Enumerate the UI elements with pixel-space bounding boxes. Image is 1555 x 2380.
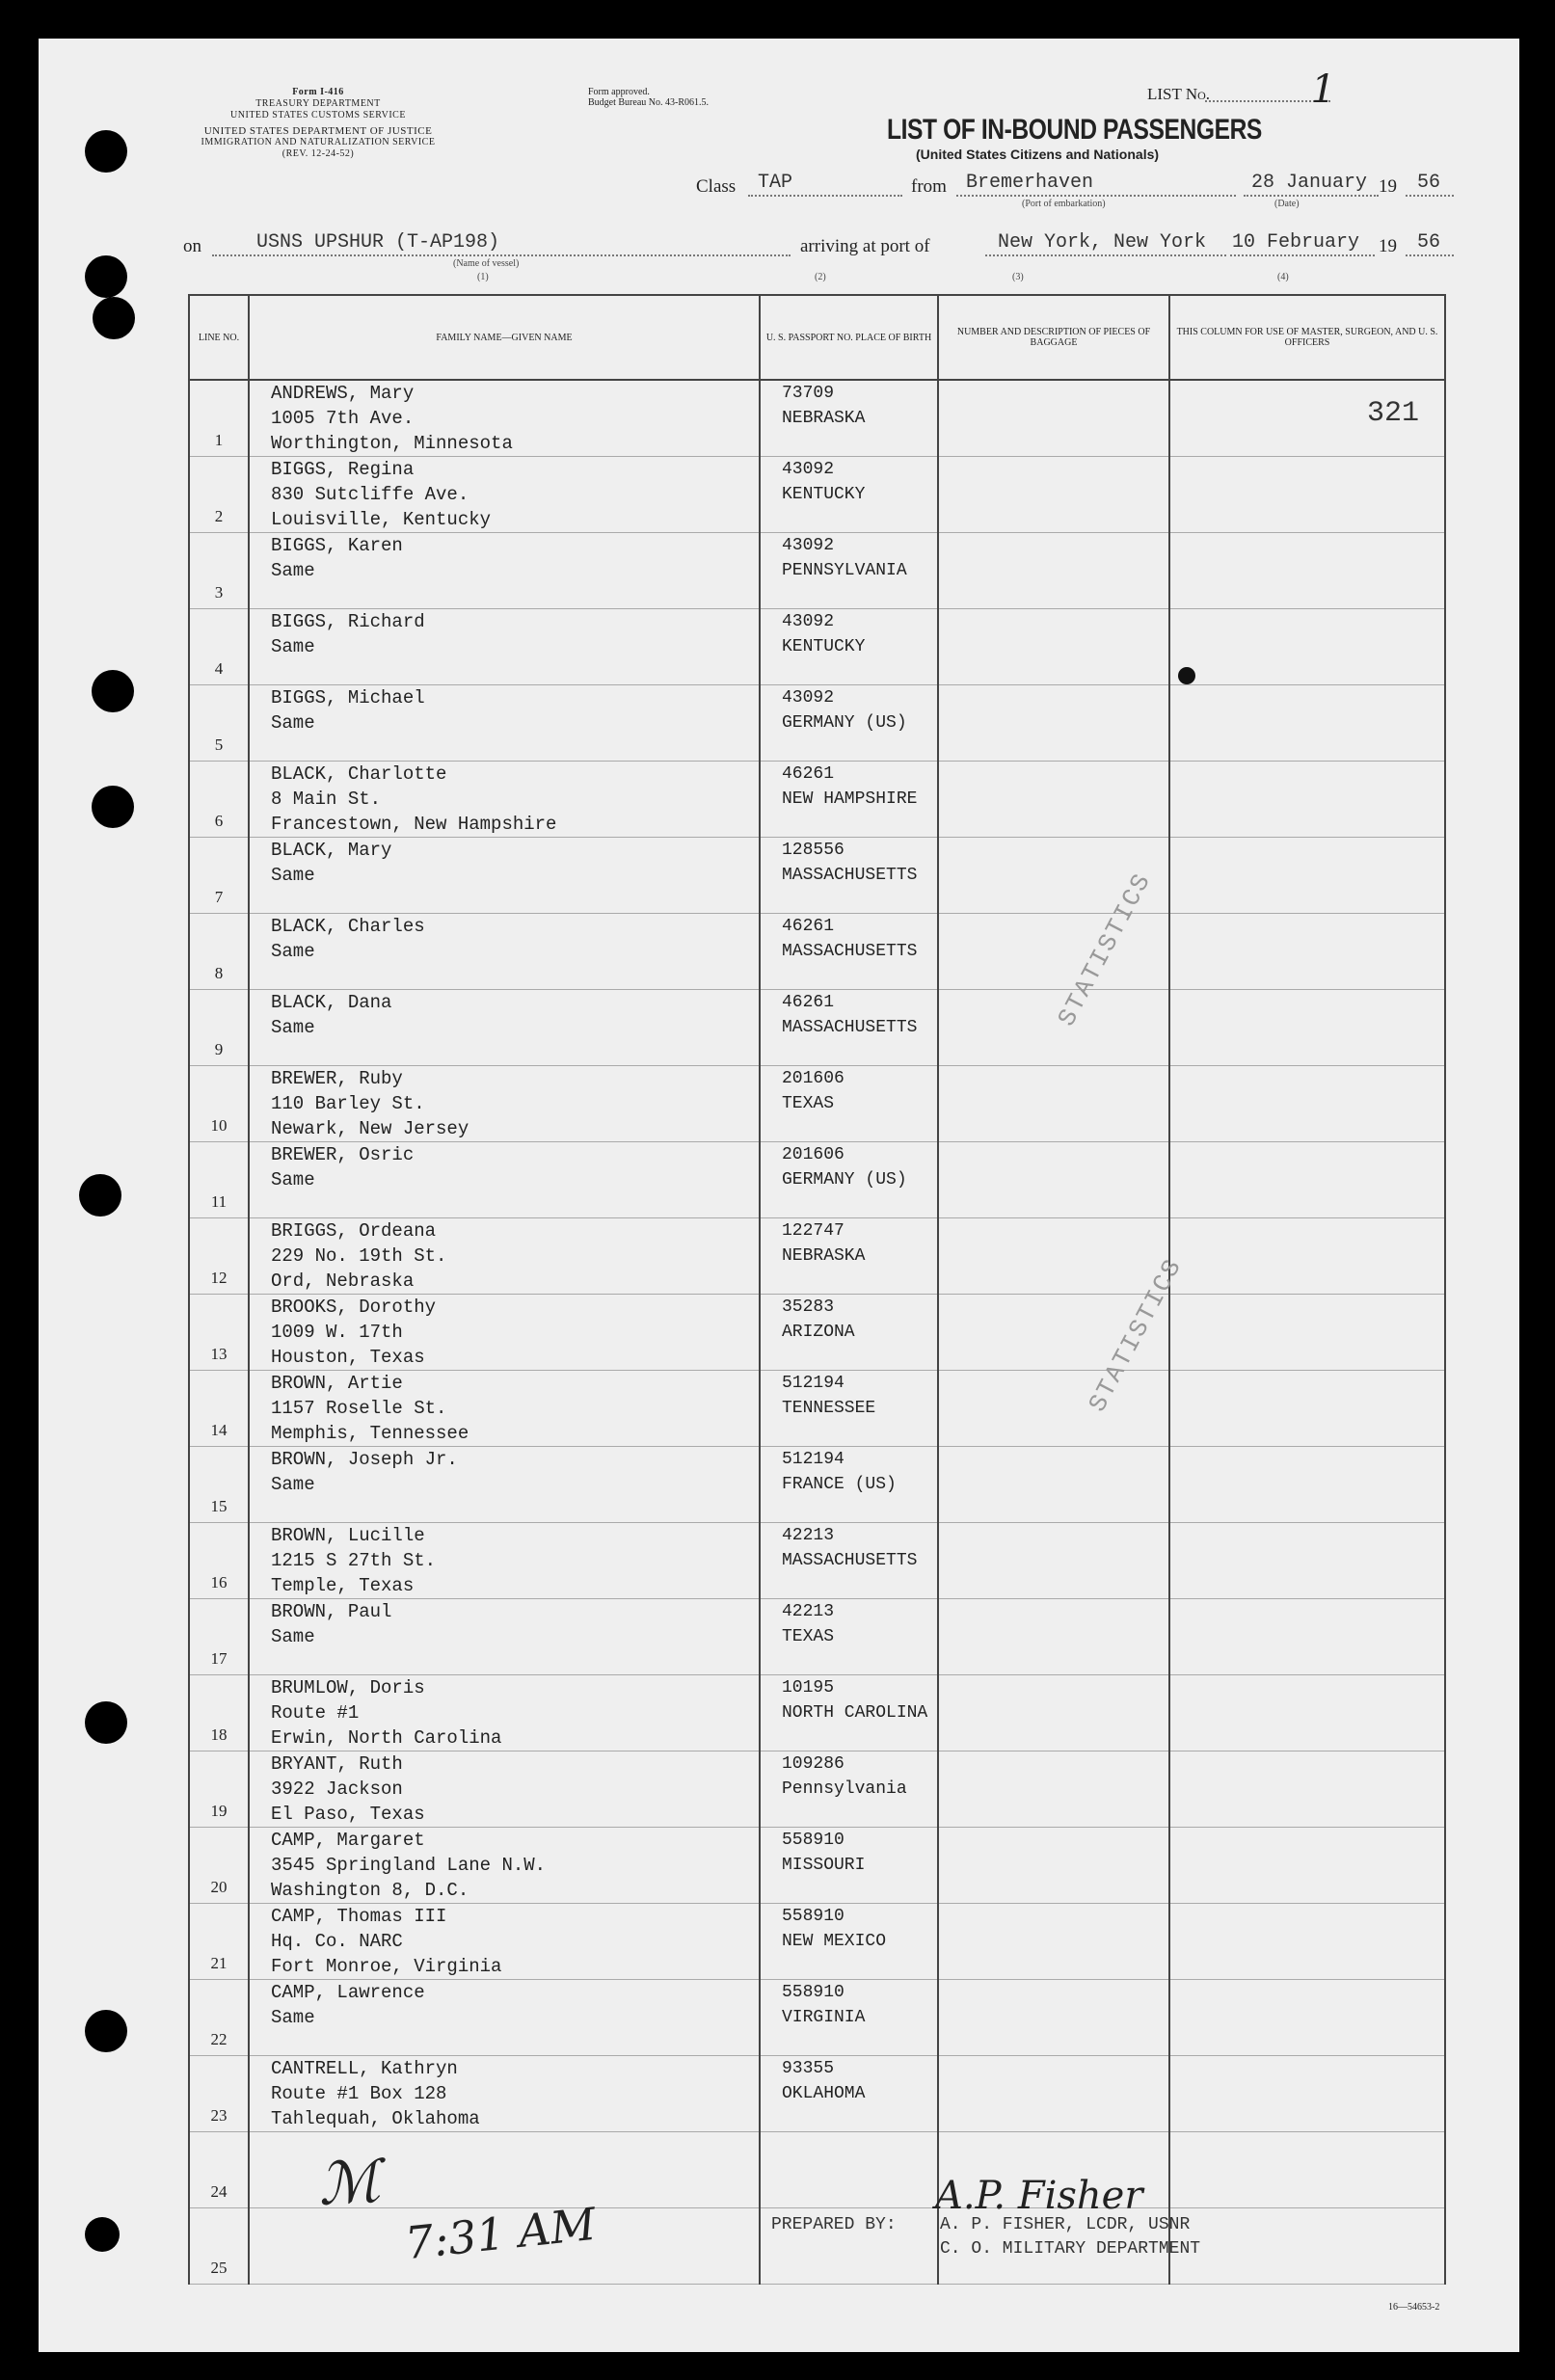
passport-cell (760, 1142, 938, 1218)
passport-cell (760, 1904, 938, 1980)
on-label: on (183, 236, 201, 256)
punch-hole-icon (79, 1174, 121, 1217)
officer-use-cell (1169, 1523, 1445, 1599)
name-cell: BIGGS, Regina 830 Sutcliffe Ave. Louisville, Kentucky (249, 457, 760, 533)
punch-hole-icon (85, 130, 127, 173)
passport-number: 93355 (782, 2059, 835, 2078)
table-row (189, 1675, 1445, 1752)
col-header-officers: THIS COLUMN FOR USE OF MASTER, SURGEON, AND U. S. OFFICERS (1169, 295, 1445, 380)
officer-use-cell (1169, 1295, 1445, 1371)
signature: A.P. Fisher (935, 2174, 1143, 2218)
baggage-cell (938, 1218, 1169, 1295)
line-number: 14 (210, 1421, 228, 1439)
passenger-table (188, 294, 1446, 2285)
passport-number: 46261 (782, 764, 835, 784)
officer-use-cell (1169, 1371, 1445, 1447)
line-number: 21 (210, 1954, 228, 1972)
line-number-cell (189, 2132, 249, 2208)
table-row (189, 914, 1445, 990)
name-cell: BROWN, Paul Same (249, 1599, 760, 1675)
passport-cell (760, 1447, 938, 1523)
ins-service: IMMIGRATION AND NATURALIZATION SERVICE (201, 137, 436, 147)
table-row (189, 1752, 1445, 1828)
passport-cell (760, 990, 938, 1066)
punch-hole-icon (85, 1701, 127, 1744)
officer-note: 321 (1367, 397, 1420, 430)
arrival-date-field (1230, 254, 1375, 256)
line-number-cell (189, 1447, 249, 1523)
passport-number: 122747 (782, 1221, 845, 1241)
name-cell: BIGGS, Richard Same (249, 609, 760, 685)
line-number: 9 (214, 1040, 224, 1058)
name-cell: BRUMLOW, Doris Route #1 Erwin, North Carolina (249, 1675, 760, 1752)
officer-use-cell (1169, 914, 1445, 990)
name-cell: BIGGS, Michael Same (249, 685, 760, 762)
handwritten-scribble: ℳ⁠ (315, 2147, 383, 2220)
col-caption-1: (1) (477, 272, 489, 282)
name-cell: BLACK, Mary Same (249, 838, 760, 914)
baggage-cell (938, 914, 1169, 990)
table-row (189, 1218, 1445, 1295)
place-of-birth: NORTH CAROLINA (782, 1703, 928, 1723)
table-row (189, 533, 1445, 609)
line-number: 8 (214, 964, 224, 982)
year-value: 56 (1417, 172, 1441, 194)
form-number: Form I-416 (292, 87, 344, 97)
baggage-cell (938, 533, 1169, 609)
arrival-port-field (985, 254, 1226, 256)
line-number: 10 (210, 1116, 228, 1135)
passport-cell (760, 1218, 938, 1295)
officer-use-cell (1169, 1142, 1445, 1218)
baggage-cell (938, 762, 1169, 838)
line-number: 11 (210, 1192, 228, 1211)
punch-hole-icon (92, 786, 134, 828)
table-row (189, 1828, 1445, 1904)
line-number: 22 (210, 2030, 228, 2048)
from-field (956, 195, 1236, 197)
line-number: 19 (210, 1802, 228, 1820)
passport-cell (760, 1599, 938, 1675)
ink-dot-icon (1178, 667, 1195, 684)
table-row (189, 1523, 1445, 1599)
officer-use-cell (1169, 609, 1445, 685)
passport-number: 43092 (782, 688, 835, 708)
officer-use-cell (1169, 1904, 1445, 1980)
name-cell: BROWN, Lucille 1215 S 27th St. Temple, Texas (249, 1523, 760, 1599)
officer-use-cell (1169, 838, 1445, 914)
passport-number: 43092 (782, 460, 835, 479)
place-of-birth: VIRGINIA (782, 2008, 866, 2027)
passport-cell (760, 1523, 938, 1599)
baggage-cell (938, 609, 1169, 685)
table-row (189, 1371, 1445, 1447)
name-cell: BROOKS, Dorothy 1009 W. 17th Houston, Texas (249, 1295, 760, 1371)
officer-use-cell (1169, 1752, 1445, 1828)
baggage-cell (938, 380, 1169, 457)
name-cell: BRYANT, Ruth 3922 Jackson El Paso, Texas (249, 1752, 760, 1828)
line-number-cell (189, 609, 249, 685)
place-of-birth: OKLAHOMA (782, 2084, 866, 2103)
page-subtitle: (United States Citizens and Nationals) (916, 147, 1160, 162)
line-number: 17 (210, 1649, 228, 1668)
name-cell: BLACK, Charlotte 8 Main St. Francestown, New Hampshire (249, 762, 760, 838)
place-of-birth: MASSACHUSETTS (782, 1551, 918, 1570)
passport-number: 43092 (782, 612, 835, 631)
name-cell: BLACK, Dana Same (249, 990, 760, 1066)
line-number: 7 (214, 888, 224, 906)
passport-cell (760, 914, 938, 990)
place-of-birth: TENNESSEE (782, 1399, 876, 1418)
passport-number: 558910 (782, 1983, 845, 2002)
passport-cell (760, 685, 938, 762)
customs-service: UNITED STATES CUSTOMS SERVICE (230, 110, 406, 120)
punch-hole-icon (92, 670, 134, 712)
place-of-birth: KENTUCKY (782, 485, 866, 504)
baggage-cell (938, 1447, 1169, 1523)
table-row (189, 380, 1445, 457)
officer-use-cell (1169, 990, 1445, 1066)
class-field (748, 195, 902, 197)
table-row (189, 2056, 1445, 2132)
col-caption-2: (2) (815, 272, 826, 282)
line-number: 2 (214, 507, 224, 525)
line-number-cell (189, 380, 249, 457)
passport-cell (760, 1295, 938, 1371)
place-of-birth: MASSACHUSETTS (782, 866, 918, 885)
arrival-port-value: New York, New York (998, 231, 1207, 254)
passport-cell (760, 533, 938, 609)
revision: (REV. 12-24-52) (282, 148, 355, 159)
baggage-cell (938, 1980, 1169, 2056)
line-number: 4 (214, 659, 224, 678)
officer-use-cell (1169, 1599, 1445, 1675)
class-label: Class (696, 176, 737, 197)
baggage-cell (938, 1371, 1169, 1447)
officer-use-cell (1169, 762, 1445, 838)
prepared-by-label: PREPARED BY: (771, 2215, 897, 2234)
place-of-birth: NEBRASKA (782, 409, 866, 428)
officer-use-cell (1169, 1675, 1445, 1752)
col-header-name: FAMILY NAME—GIVEN NAME (249, 295, 760, 380)
line-number-cell (189, 838, 249, 914)
passport-number: 10195 (782, 1678, 835, 1698)
name-cell: BRIGGS, Ordeana 229 No. 19th St. Ord, Nebraska (249, 1218, 760, 1295)
prepared-by-name: A. P. FISHER, LCDR, USNR (940, 2215, 1191, 2234)
punch-hole-icon (85, 2217, 120, 2252)
passport-cell (760, 609, 938, 685)
officer-use-cell (1169, 1066, 1445, 1142)
arrival-year-prefix: 19 (1379, 236, 1397, 256)
line-number-cell (189, 685, 249, 762)
passport-number: 42213 (782, 1602, 835, 1621)
line-number: 25 (210, 2259, 228, 2277)
line-number-cell (189, 1066, 249, 1142)
line-number-cell (189, 1752, 249, 1828)
table-row (189, 1295, 1445, 1371)
list-no-value: 1 (1311, 67, 1336, 112)
name-cell: CAMP, Lawrence Same (249, 1980, 760, 2056)
line-number: 6 (214, 812, 224, 830)
officer-use-cell (1169, 457, 1445, 533)
arrival-year-value: 56 (1417, 231, 1441, 254)
table-row (189, 1066, 1445, 1142)
prepared-by-dept: C. O. MILITARY DEPARTMENT (940, 2239, 1201, 2259)
passport-cell (760, 1828, 938, 1904)
table-row (189, 457, 1445, 533)
passport-number: 512194 (782, 1374, 845, 1393)
passport-cell (760, 1066, 938, 1142)
baggage-cell (938, 1599, 1169, 1675)
line-number-cell (189, 1218, 249, 1295)
col-header-line: LINE NO. (189, 295, 249, 380)
year-prefix: 19 (1379, 176, 1397, 197)
line-number: 3 (214, 583, 224, 602)
line-number-cell (189, 914, 249, 990)
justice-dept: UNITED STATES DEPARTMENT OF JUSTICE (203, 125, 433, 137)
name-cell: ANDREWS, Mary 1005 7th Ave. Worthington, Minnesota (249, 380, 760, 457)
table-row (189, 1142, 1445, 1218)
name-cell: BREWER, Ruby 110 Barley St. Newark, New Jersey (249, 1066, 760, 1142)
passport-number: 128556 (782, 841, 845, 860)
passport-cell (760, 1752, 938, 1828)
agency-block (154, 87, 482, 160)
place-of-birth: NEW HAMPSHIRE (782, 789, 918, 809)
passport-number: 558910 (782, 1831, 845, 1850)
line-number: 16 (210, 1573, 228, 1591)
baggage-cell (938, 1675, 1169, 1752)
baggage-cell (938, 1752, 1169, 1828)
line-number-cell (189, 533, 249, 609)
baggage-cell (938, 990, 1169, 1066)
place-of-birth: FRANCE (US) (782, 1475, 897, 1494)
line-number-cell (189, 2208, 249, 2285)
name-cell: CAMP, Margaret 3545 Springland Lane N.W. Washington 8, D.C. (249, 1828, 760, 1904)
line-number: 18 (210, 1725, 228, 1744)
treasury-dept: TREASURY DEPARTMENT (255, 98, 381, 109)
approval-line-1: Form approved. (588, 87, 650, 97)
line-number-cell (189, 1142, 249, 1218)
vessel-caption: (Name of vessel) (453, 258, 520, 269)
baggage-cell (938, 1142, 1169, 1218)
from-label: from (911, 176, 947, 197)
table-row (189, 1980, 1445, 2056)
passport-cell (760, 1980, 938, 2056)
line-number-cell (189, 762, 249, 838)
vessel-value: USNS UPSHUR (T-AP198) (256, 231, 500, 254)
page-title: LIST OF IN-BOUND PASSENGERS (887, 114, 1262, 146)
statistics-stamp: STATISTICS (1083, 1253, 1189, 1417)
line-number: 23 (210, 2106, 228, 2125)
passport-cell (760, 380, 938, 457)
passport-cell (760, 2132, 938, 2208)
officer-use-cell (1169, 1980, 1445, 2056)
place-of-birth: NEBRASKA (782, 1246, 866, 1266)
approval-note (588, 87, 709, 108)
line-number-cell (189, 990, 249, 1066)
baggage-cell (938, 1904, 1169, 1980)
date-caption: (Date) (1274, 199, 1300, 209)
statistics-stamp: STATISTICS (1052, 868, 1158, 1031)
line-number: 15 (210, 1497, 228, 1515)
baggage-cell (938, 457, 1169, 533)
officer-use-cell (1169, 2132, 1445, 2208)
table-row (189, 1904, 1445, 1980)
officer-use-cell (1169, 1218, 1445, 1295)
place-of-birth: PENNSYLVANIA (782, 561, 907, 580)
from-value: Bremerhaven (966, 172, 1094, 194)
line-number-cell (189, 2056, 249, 2132)
place-of-birth: MASSACHUSETTS (782, 1018, 918, 1037)
date-field (1244, 195, 1379, 197)
line-number: 1 (214, 431, 224, 449)
line-number: 5 (214, 735, 224, 754)
line-number-cell (189, 1675, 249, 1752)
footer-code: 16—54653-2 (1388, 2302, 1440, 2313)
passport-number: 46261 (782, 993, 835, 1012)
passport-number: 512194 (782, 1450, 845, 1469)
list-no-label: LIST No. (1147, 85, 1211, 103)
line-number-cell (189, 1371, 249, 1447)
place-of-birth: MISSOURI (782, 1856, 866, 1875)
col-caption-3: (3) (1012, 272, 1024, 282)
passport-number: 46261 (782, 917, 835, 936)
table-row (189, 838, 1445, 914)
place-of-birth: ARIZONA (782, 1323, 855, 1342)
passport-number: 73709 (782, 384, 835, 403)
name-cell: BIGGS, Karen Same (249, 533, 760, 609)
vessel-field (212, 254, 791, 256)
passport-cell (760, 1675, 938, 1752)
manifest-sheet (39, 39, 1519, 2352)
col-header-baggage: NUMBER AND DESCRIPTION OF PIECES OF BAGGAGE (938, 295, 1169, 380)
officer-use-cell (1169, 1828, 1445, 1904)
arrival-year-field (1406, 254, 1454, 256)
line-number: 24 (210, 2182, 228, 2201)
officer-use-cell (1169, 2056, 1445, 2132)
passport-cell (760, 457, 938, 533)
place-of-birth: GERMANY (US) (782, 713, 907, 733)
line-number-cell (189, 1523, 249, 1599)
arriving-label: arriving at port of (800, 236, 930, 256)
line-number-cell (189, 1295, 249, 1371)
passport-number: 109286 (782, 1754, 845, 1774)
table-row (189, 762, 1445, 838)
place-of-birth: TEXAS (782, 1627, 835, 1646)
passport-cell (760, 762, 938, 838)
passport-number: 43092 (782, 536, 835, 555)
arrival-date-value: 10 February (1232, 231, 1360, 254)
passport-number: 201606 (782, 1069, 845, 1088)
place-of-birth: TEXAS (782, 1094, 835, 1113)
name-cell: CANTRELL, Kathryn Route #1 Box 128 Tahlequah, Oklahoma (249, 2056, 760, 2132)
place-of-birth: GERMANY (US) (782, 1170, 907, 1190)
passport-number: 42213 (782, 1526, 835, 1545)
punch-hole-icon (93, 297, 135, 339)
name-cell: BREWER, Osric Same (249, 1142, 760, 1218)
line-number-cell (189, 1599, 249, 1675)
table-row (189, 685, 1445, 762)
baggage-cell (938, 685, 1169, 762)
passport-number: 201606 (782, 1145, 845, 1164)
officer-use-cell (1169, 2208, 1445, 2285)
officer-use-cell (1169, 685, 1445, 762)
class-value: TAP (758, 172, 793, 194)
baggage-cell (938, 2056, 1169, 2132)
passport-cell (760, 2056, 938, 2132)
passenger-rows (189, 380, 1445, 2285)
punch-hole-icon (85, 255, 127, 298)
table-row (189, 990, 1445, 1066)
place-of-birth: Pennsylvania (782, 1779, 907, 1799)
table-row (189, 1599, 1445, 1675)
year-field (1406, 195, 1454, 197)
passport-number: 558910 (782, 1907, 845, 1926)
line-number-cell (189, 457, 249, 533)
officer-use-cell (1169, 533, 1445, 609)
line-number-cell (189, 1828, 249, 1904)
baggage-cell (938, 1523, 1169, 1599)
date-value: 28 January (1251, 172, 1368, 194)
col-header-passport: U. S. PASSPORT NO. PLACE OF BIRTH (760, 295, 938, 380)
name-cell: CAMP, Thomas III Hq. Co. NARC Fort Monroe, Virginia (249, 1904, 760, 1980)
name-cell: BLACK, Charles Same (249, 914, 760, 990)
passport-number: 35283 (782, 1297, 835, 1317)
name-cell: BROWN, Artie 1157 Roselle St. Memphis, Tennessee (249, 1371, 760, 1447)
passport-cell (760, 838, 938, 914)
table-header-row (189, 295, 1445, 380)
passport-cell (760, 1371, 938, 1447)
officer-use-cell (1169, 1447, 1445, 1523)
line-number: 20 (210, 1878, 228, 1896)
punch-hole-icon (85, 2010, 127, 2052)
table-row (189, 609, 1445, 685)
line-number: 12 (210, 1269, 228, 1287)
approval-line-2: Budget Bureau No. 43-R061.5. (588, 97, 709, 108)
place-of-birth: MASSACHUSETTS (782, 942, 918, 961)
handwritten-time: 7:31 AM (402, 2197, 599, 2270)
baggage-cell (938, 1828, 1169, 1904)
line-number: 13 (210, 1345, 228, 1363)
col-caption-4: (4) (1277, 272, 1289, 282)
table-row (189, 1447, 1445, 1523)
port-embark-caption: (Port of embarkation) (1022, 199, 1106, 209)
place-of-birth: NEW MEXICO (782, 1932, 887, 1951)
place-of-birth: KENTUCKY (782, 637, 866, 656)
baggage-cell (938, 1066, 1169, 1142)
line-number-cell (189, 1904, 249, 1980)
line-number-cell (189, 1980, 249, 2056)
name-cell: BROWN, Joseph Jr. Same (249, 1447, 760, 1523)
